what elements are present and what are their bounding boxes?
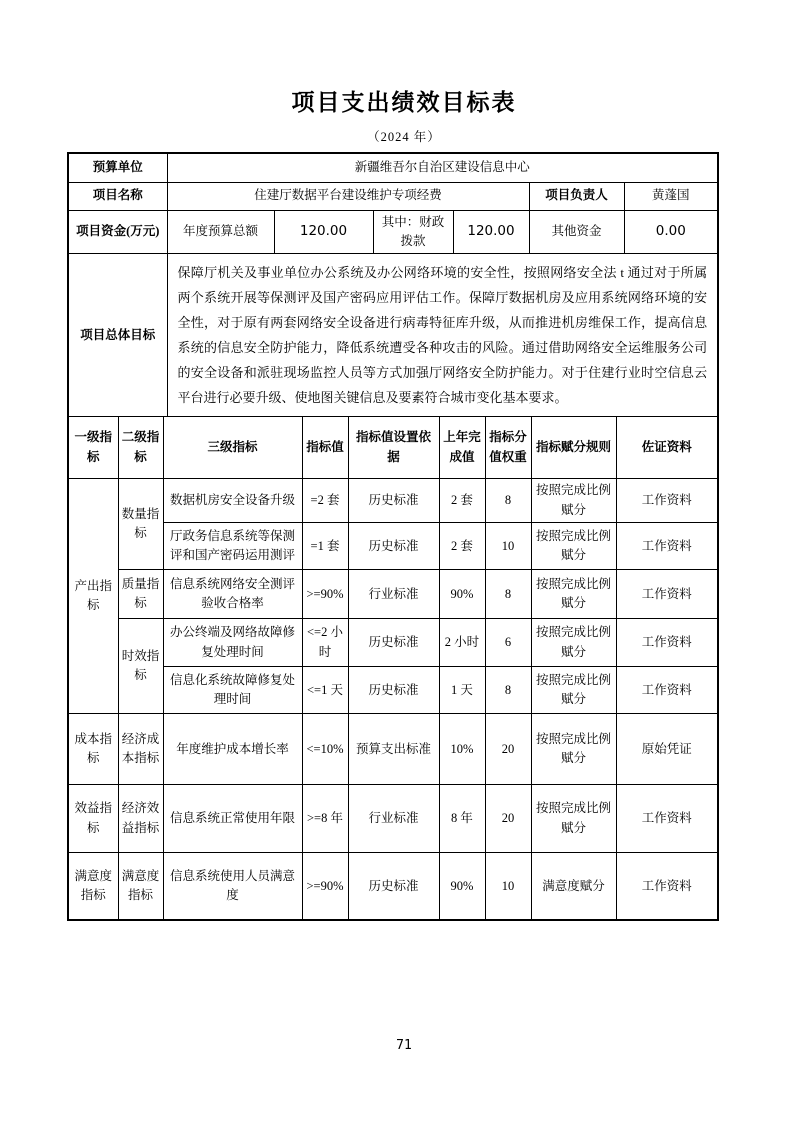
- indicator-basis: 历史标准: [348, 853, 439, 921]
- indicator-weight: 8: [485, 570, 531, 619]
- header-evidence: 佐证资料: [616, 417, 718, 479]
- indicator-rule: 按照完成比例赋分: [531, 785, 616, 853]
- other-funds-label: 其他资金: [529, 210, 624, 254]
- indicator-evidence: 工作资料: [616, 479, 718, 523]
- header-weight: 指标分值权重: [485, 417, 531, 479]
- group-satisfaction: 满意度指标: [68, 853, 118, 921]
- indicator-prev: 1 天: [439, 667, 485, 714]
- indicator-weight: 8: [485, 479, 531, 523]
- indicator-name: 信息系统使用人员满意度: [163, 853, 302, 921]
- project-name-label: 项目名称: [68, 182, 167, 210]
- indicator-evidence: 工作资料: [616, 667, 718, 714]
- indicator-rule: 按照完成比例赋分: [531, 667, 616, 714]
- indicator-row: [68, 853, 718, 921]
- page-title: 项目支出绩效目标表: [291, 89, 517, 115]
- group-quantity: 数量指标: [118, 479, 163, 570]
- indicator-evidence: 工作资料: [616, 853, 718, 921]
- group-cost: 成本指标: [68, 714, 118, 785]
- group-output: 产出指标: [68, 479, 118, 714]
- group-benefit: 效益指标: [68, 785, 118, 853]
- header-basis: 指标值设置依据: [348, 417, 439, 479]
- indicator-prev: 90%: [439, 570, 485, 619]
- indicator-row: [68, 785, 718, 853]
- indicator-weight: 20: [485, 785, 531, 853]
- indicator-row: [68, 667, 718, 714]
- indicator-name: 信息系统网络安全测评验收合格率: [163, 570, 302, 619]
- indicator-weight: 6: [485, 619, 531, 667]
- indicator-weight: 10: [485, 523, 531, 570]
- page-number: 71: [396, 1038, 412, 1053]
- indicator-value: <=1 天: [302, 667, 348, 714]
- indicator-row: [68, 570, 718, 619]
- indicator-name: 信息化系统故障修复处理时间: [163, 667, 302, 714]
- indicator-row: [68, 714, 718, 785]
- indicator-basis: 历史标准: [348, 523, 439, 570]
- group-timeliness: 时效指标: [118, 619, 163, 714]
- fiscal-allocation-label: 其中：财政拨款: [373, 210, 453, 254]
- indicator-rule: 按照完成比例赋分: [531, 570, 616, 619]
- indicator-weight: 8: [485, 667, 531, 714]
- indicator-basis: 预算支出标准: [348, 714, 439, 785]
- indicator-basis: 历史标准: [348, 479, 439, 523]
- indicator-evidence: 工作资料: [616, 570, 718, 619]
- indicator-weight: 10: [485, 853, 531, 921]
- indicator-basis: 历史标准: [348, 619, 439, 667]
- indicator-basis: 行业标准: [348, 570, 439, 619]
- fiscal-allocation-value: 120.00: [453, 210, 529, 254]
- indicator-value: <=2 小时: [302, 619, 348, 667]
- indicator-prev: 2 小时: [439, 619, 485, 667]
- header-rule: 指标赋分规则: [531, 417, 616, 479]
- indicator-value: <=10%: [302, 714, 348, 785]
- annual-budget-label: 年度预算总额: [167, 210, 274, 254]
- budget-unit-label: 预算单位: [68, 153, 167, 182]
- group-econ-benefit: 经济效益指标: [118, 785, 163, 853]
- indicator-name: 信息系统正常使用年限: [163, 785, 302, 853]
- indicator-prev: 2 套: [439, 523, 485, 570]
- overall-goal-label: 项目总体目标: [68, 254, 167, 417]
- project-name-value: 住建厅数据平台建设维护专项经费: [167, 182, 529, 210]
- indicator-rule: 按照完成比例赋分: [531, 714, 616, 785]
- indicator-value: =1 套: [302, 523, 348, 570]
- indicator-name: 办公终端及网络故障修复处理时间: [163, 619, 302, 667]
- indicator-value: >=8 年: [302, 785, 348, 853]
- indicator-rule: 按照完成比例赋分: [531, 619, 616, 667]
- header-prev: 上年完成值: [439, 417, 485, 479]
- indicators-table: [67, 416, 719, 921]
- indicator-name: 年度维护成本增长率: [163, 714, 302, 785]
- other-funds-value: 0.00: [624, 210, 718, 254]
- indicator-prev: 2 套: [439, 479, 485, 523]
- group-econ-cost: 经济成本指标: [118, 714, 163, 785]
- header-level1: 一级指标: [68, 417, 118, 479]
- indicator-rule: 按照完成比例赋分: [531, 523, 616, 570]
- indicator-rule: 满意度赋分: [531, 853, 616, 921]
- indicator-value: >=90%: [302, 570, 348, 619]
- header-level2: 二级指标: [118, 417, 163, 479]
- indicator-basis: 历史标准: [348, 667, 439, 714]
- indicator-row: [68, 619, 718, 667]
- group-satisfaction-sub: 满意度指标: [118, 853, 163, 921]
- budget-unit-value: 新疆维吾尔自治区建设信息中心: [167, 153, 718, 182]
- indicator-value: =2 套: [302, 479, 348, 523]
- project-funds-label: 项目资金(万元): [68, 210, 167, 254]
- overall-goal-text: 保障厅机关及事业单位办公系统及办公网络环境的安全性，按照网络安全法 t 通过对于所属两个系统开展等保测评及国产密码应用评估工作。保障厅数据机房及应用系统网络环境的安全性，对于原有两套网络安全设备进行病毒特征库升级，从而推进机房维保工作，提高信息系统的信息安全防护能力，降低系统遭受各种攻击的风险。通过借助网络安全运维服务公司的安全设备和派驻现场监控人员等方式加强厅网络安全防护能力。对于住建行业时空信息云平台进行必要升级、使地图关键信息及要素符合城市变化基本要求。: [167, 254, 718, 417]
- page-subtitle: （2024 年）: [367, 130, 441, 144]
- indicators-header-row: [68, 417, 718, 479]
- indicator-row: [68, 479, 718, 523]
- indicator-rule: 按照完成比例赋分: [531, 479, 616, 523]
- indicator-prev: 8 年: [439, 785, 485, 853]
- project-leader-label: 项目负责人: [529, 182, 624, 210]
- indicator-value: >=90%: [302, 853, 348, 921]
- indicator-name: 厅政务信息系统等保测评和国产密码运用测评: [163, 523, 302, 570]
- indicator-prev: 10%: [439, 714, 485, 785]
- indicator-evidence: 工作资料: [616, 619, 718, 667]
- project-info-table: [67, 152, 719, 417]
- header-value: 指标值: [302, 417, 348, 479]
- annual-budget-value: 120.00: [274, 210, 373, 254]
- indicator-weight: 20: [485, 714, 531, 785]
- project-leader-value: 黄蓬国: [624, 182, 718, 210]
- indicator-prev: 90%: [439, 853, 485, 921]
- indicator-evidence: 原始凭证: [616, 714, 718, 785]
- performance-target-table: [67, 152, 717, 921]
- indicator-evidence: 工作资料: [616, 785, 718, 853]
- indicator-row: [68, 523, 718, 570]
- indicator-evidence: 工作资料: [616, 523, 718, 570]
- indicator-name: 数据机房安全设备升级: [163, 479, 302, 523]
- indicator-basis: 行业标准: [348, 785, 439, 853]
- group-quality: 质量指标: [118, 570, 163, 619]
- header-level3: 三级指标: [163, 417, 302, 479]
